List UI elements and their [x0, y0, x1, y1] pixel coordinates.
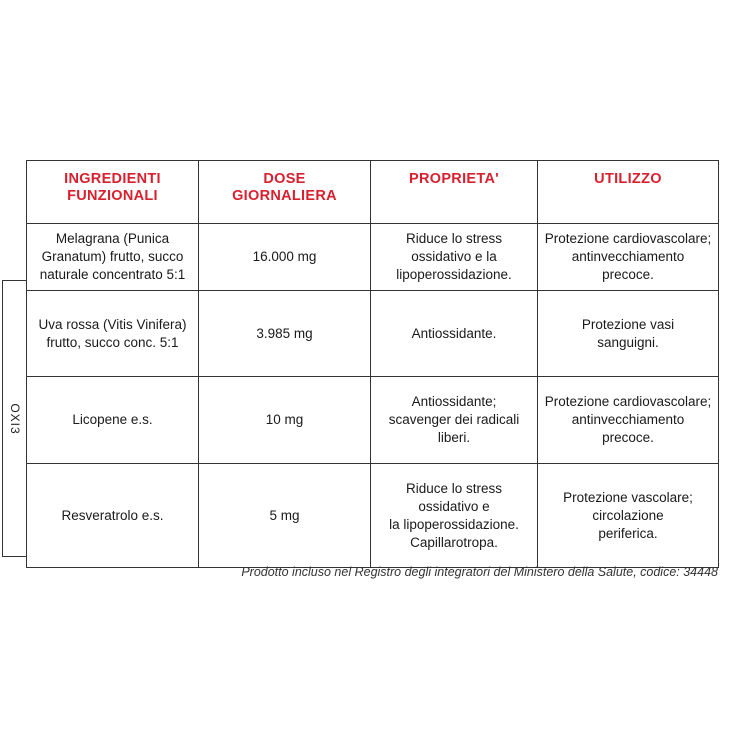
header-dose: DOSE GIORNALIERA — [199, 161, 371, 224]
cell-usage: Protezione vascolare; circolazione periferica. — [538, 464, 719, 568]
product-side-label: OXI3 — [7, 402, 22, 435]
cell-properties: Riduce lo stress ossidativo e la lipoperossidazione. — [371, 224, 538, 291]
cell-ingredient: Melagrana (Punica Granatum) frutto, succo naturale concentrato 5:1 — [27, 224, 199, 291]
cell-ingredient: Resveratrolo e.s. — [27, 464, 199, 568]
cell-ingredient: Licopene e.s. — [27, 377, 199, 464]
cell-dose: 3.985 mg — [199, 291, 371, 377]
cell-usage: Protezione vasi sanguigni. — [538, 291, 719, 377]
ingredients-table — [26, 160, 719, 568]
cell-properties: Antiossidante; scavenger dei radicali liberi. — [371, 377, 538, 464]
header-ingredient: INGREDIENTI FUNZIONALI — [27, 161, 199, 224]
cell-ingredient: Uva rossa (Vitis Vinifera) frutto, succo conc. 5:1 — [27, 291, 199, 377]
table-row — [27, 377, 719, 464]
cell-properties: Riduce lo stress ossidativo e la lipoperossidazione. Capillarotropa. — [371, 464, 538, 568]
table-header-row — [27, 161, 719, 224]
table-row — [27, 464, 719, 568]
cell-usage: Protezione cardiovascolare; antinvecchiamento precoce. — [538, 377, 719, 464]
table-row — [27, 291, 719, 377]
cell-dose: 10 mg — [199, 377, 371, 464]
table-row — [27, 224, 719, 291]
product-side-label-box — [2, 280, 26, 557]
header-properties: PROPRIETA' — [371, 161, 538, 224]
cell-usage: Protezione cardiovascolare; antinvecchiamento precoce. — [538, 224, 719, 291]
cell-properties: Antiossidante. — [371, 291, 538, 377]
header-usage: UTILIZZO — [538, 161, 719, 224]
cell-dose: 16.000 mg — [199, 224, 371, 291]
registry-footnote: Prodotto incluso nel Registro degli integratori del Ministero della Salute, codice: 34448 — [241, 565, 718, 579]
cell-dose: 5 mg — [199, 464, 371, 568]
